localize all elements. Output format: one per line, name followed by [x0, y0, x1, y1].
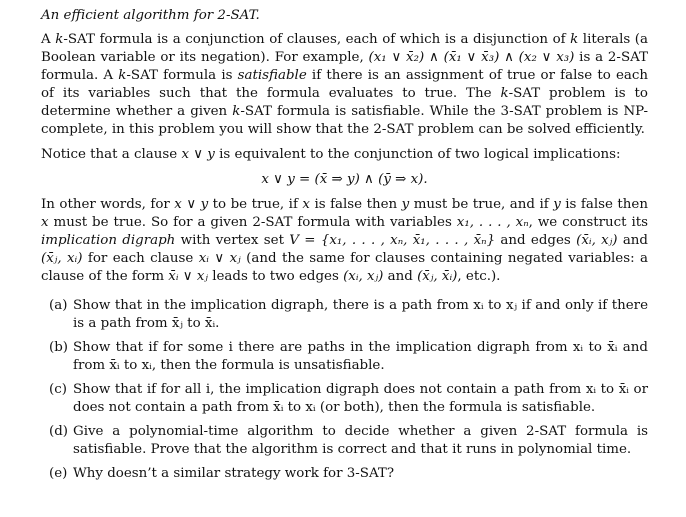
display-equation — [41, 171, 648, 189]
item-label: (b) — [49, 340, 69, 355]
math-expr: V = {x₁, . . . , xₙ, x̄₁, . . . , x̄ₙ} — [289, 233, 496, 248]
math-k: k — [500, 86, 509, 101]
item-text: Give a polynomial-time algorithm to decide whether a given 2-SAT formula is satisfiable. Prove that the algorithm is correct and that it runs in polynomial time. — [73, 424, 648, 457]
math-k: k — [232, 104, 241, 119]
subquestion-list — [41, 297, 648, 483]
math-expr: (x̄ⱼ, x̄ᵢ) — [417, 269, 458, 284]
text-run: (and the same for clauses containing negated variables: a clause of the form — [41, 251, 648, 284]
text-run: and — [383, 269, 418, 284]
text-run: is false then — [309, 197, 402, 212]
math-expr: x̄ᵢ ∨ xⱼ — [168, 269, 208, 284]
text-run: and — [617, 233, 649, 248]
math-expr: x — [302, 197, 310, 212]
digraph-paragraph — [41, 196, 648, 286]
text-run: is false then — [560, 197, 648, 212]
problem-title: An efficient algorithm for 2-SAT. — [41, 8, 260, 23]
math-expr: x ∨ y — [181, 147, 215, 162]
text-run: and edges — [495, 233, 577, 248]
list-item — [49, 339, 648, 375]
text-run: to be true, if — [208, 197, 303, 212]
term-implication-digraph: implication digraph — [41, 233, 176, 248]
text-run: A — [41, 32, 56, 47]
list-item — [49, 465, 648, 483]
math-expr: (x̄ᵢ, xⱼ) — [576, 233, 618, 248]
text-run: literals (a Boolean variable or its negation). For example, — [41, 32, 648, 65]
math-k: k — [118, 68, 127, 83]
text-run: for each clause — [82, 251, 199, 266]
clause-paragraph — [41, 146, 648, 164]
text-run: Notice that a clause — [41, 147, 182, 162]
text-run: -SAT formula is satisfiable. While the 3-SAT problem is NP-complete, in this problem you will show that the 2-SAT problem can be solved efficiently. — [41, 104, 648, 137]
math-expr: y — [553, 197, 561, 212]
math-k: k — [570, 32, 579, 47]
item-text: Show that if for all i, the implication digraph does not contain a path from xᵢ to x̄ᵢ or does not contain a path from x̄ᵢ to xᵢ (or both), then the formula is satisfiable. — [73, 382, 648, 415]
text-run: must be true, and if — [409, 197, 554, 212]
item-label: (d) — [49, 424, 69, 439]
item-label: (a) — [49, 298, 68, 313]
list-item — [49, 423, 648, 459]
text-run: -SAT formula is a conjunction of clauses, each of which is a disjunction of — [63, 32, 571, 47]
math-expr: (x̄ⱼ, xᵢ) — [41, 251, 83, 266]
math-k: k — [55, 32, 64, 47]
math-expr: x — [41, 215, 49, 230]
math-expr: x ∨ y — [174, 197, 209, 212]
text-run: with vertex set — [175, 233, 290, 248]
math-expr: x₁, . . . , xₙ — [456, 215, 529, 230]
text-run: is a 2-SAT formula. A — [41, 50, 648, 83]
text-run: In other words, for — [41, 197, 175, 212]
list-item — [49, 297, 648, 333]
math-expr: y — [401, 197, 410, 212]
item-text: Why doesn’t a similar strategy work for 3-SAT? — [73, 466, 395, 481]
list-item — [49, 381, 648, 417]
math-expr: (xᵢ, xⱼ) — [343, 269, 384, 284]
example-formula: (x₁ ∨ x̄₂) ∧ (x̄₁ ∨ x̄₃) ∧ (x₂ ∨ x₃) — [368, 50, 575, 65]
equation-text: x ∨ y = (x̄ ⇒ y) ∧ (ȳ ⇒ x). — [261, 172, 428, 187]
text-run: -SAT formula is — [126, 68, 238, 83]
text-run: , we construct its — [528, 215, 648, 230]
item-label: (c) — [49, 382, 67, 397]
text-run: -SAT problem is to determine whether a given — [41, 86, 648, 119]
intro-paragraph — [41, 31, 648, 139]
math-expr: xᵢ ∨ xⱼ — [198, 251, 241, 266]
text-run: must be true. So for a given 2-SAT formula with variables — [48, 215, 457, 230]
item-label: (e) — [49, 466, 68, 481]
term-satisfiable: satisfiable — [237, 68, 307, 83]
text-run: , etc.). — [457, 269, 501, 284]
text-run: leads to two edges — [207, 269, 344, 284]
text-run: is equivalent to the conjunction of two logical implications: — [214, 147, 621, 162]
item-text: Show that if for some i there are paths in the implication digraph from xᵢ to x̄ᵢ and from x̄ᵢ to xᵢ, then the formula is unsatisfiable. — [73, 340, 648, 373]
item-text: Show that in the implication digraph, there is a path from xᵢ to xⱼ if and only if there is a path from x̄ⱼ to x̄ᵢ. — [73, 298, 648, 331]
text-run: if there is an assignment of true or false to each of its variables such that the formula evaluates to true. The — [41, 68, 649, 101]
